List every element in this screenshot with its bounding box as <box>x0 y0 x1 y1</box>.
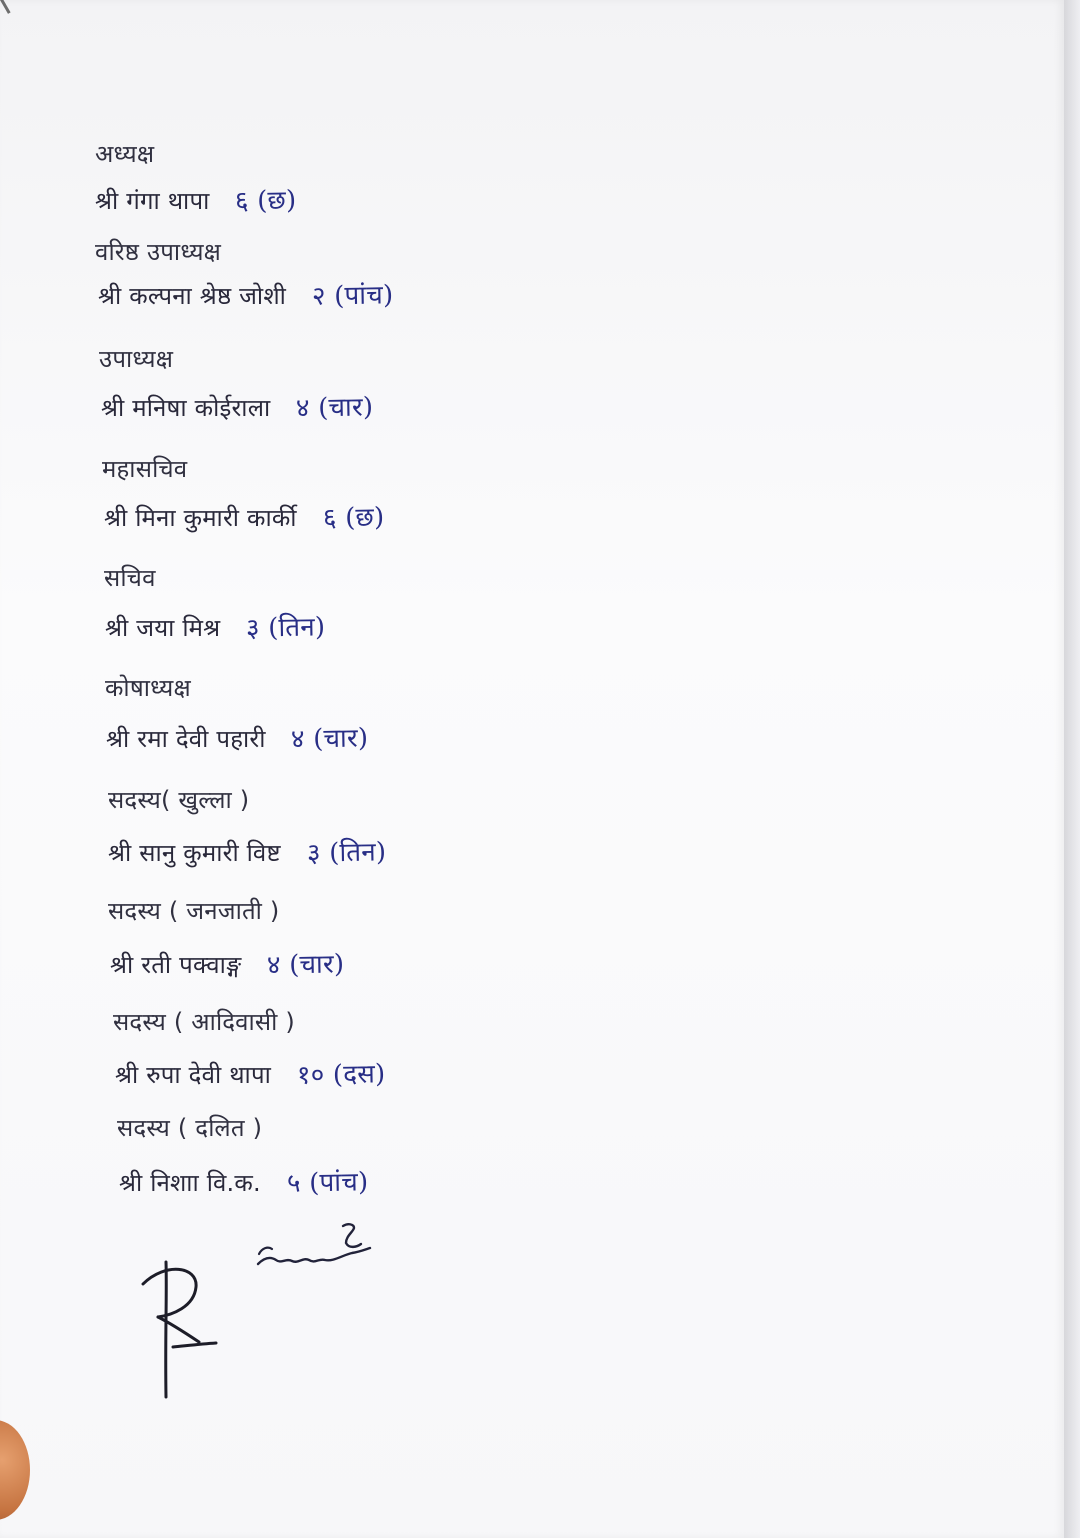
role-label: सचिव <box>104 564 156 592</box>
role-label: कोषाध्यक्ष <box>105 674 191 702</box>
candidate-row <box>119 1168 368 1198</box>
candidate-name: श्री निशाा वि.क. <box>119 1169 261 1197</box>
role-label: सदस्य( खुल्ला ) <box>108 786 250 814</box>
vote-count: ६ (छ) <box>235 185 297 217</box>
candidate-row <box>98 281 393 311</box>
candidate-name: श्री कल्पना श्रेष्ठ जोशी <box>98 282 287 310</box>
role-label: सदस्य ( जनजाती ) <box>108 897 280 925</box>
candidate-name: श्री रमा देवी पहारी <box>106 725 266 753</box>
candidate-row <box>106 724 369 754</box>
vote-count: ४ (चार) <box>291 723 369 755</box>
vote-count: ४ (चार) <box>267 949 345 981</box>
vote-count: ५ (पांच) <box>286 1167 369 1199</box>
role-label: सदस्य ( आदिवासी ) <box>113 1008 295 1036</box>
candidate-name: श्री रती पक्वाङ्ग <box>110 951 242 979</box>
candidate-row <box>104 503 384 533</box>
vote-count: २ (पांच) <box>311 280 394 312</box>
role-label: उपाध्यक्ष <box>99 345 174 373</box>
candidate-name: श्री गंगा थापा <box>95 187 210 215</box>
candidate-name: श्री मिना कुमारी कार्की <box>104 504 297 532</box>
candidate-row <box>101 393 373 423</box>
vote-count: ३ (तिन) <box>245 612 326 644</box>
signature-1 <box>250 1218 380 1273</box>
candidate-row <box>95 186 297 216</box>
candidate-name: श्री सानु कुमारी विष्ट <box>108 839 281 867</box>
role-label: महासचिव <box>102 455 188 483</box>
candidate-name: श्री मनिषा कोईराला <box>101 394 271 422</box>
role-label: अध्यक्ष <box>95 140 155 168</box>
vote-count: १० (दस) <box>296 1059 386 1091</box>
vote-count: ३ (तिन) <box>306 837 387 869</box>
candidate-name: श्री जया मिश्र <box>105 614 221 642</box>
signature-2 <box>110 1252 250 1402</box>
candidate-name: श्री रुपा देवी थापा <box>115 1061 271 1089</box>
vote-count: ४ (चार) <box>295 392 374 424</box>
signatures-area <box>110 1218 410 1408</box>
role-label: वरिष्ठ उपाध्यक्ष <box>95 238 222 266</box>
candidate-row <box>115 1060 385 1090</box>
vote-count: ६ (छ) <box>322 502 385 534</box>
page-edge <box>1064 0 1080 1538</box>
candidate-row <box>108 838 386 868</box>
candidate-row <box>105 613 325 643</box>
candidate-row <box>110 950 344 980</box>
role-label: सदस्य ( दलित ) <box>117 1114 263 1142</box>
